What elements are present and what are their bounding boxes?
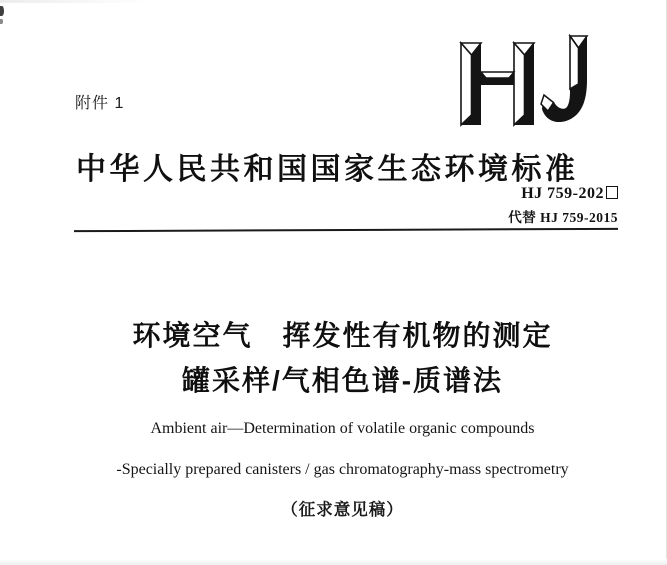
scan-speck: [0, 6, 4, 16]
scan-edge-shadow-bottom: [0, 559, 667, 565]
header-divider-rule: [74, 228, 618, 233]
scan-speck: [0, 19, 3, 24]
title-en-line2: -Specially prepared canisters / gas chromatography-mass spectrometry: [116, 461, 569, 478]
title-zh-line2: 罐采样/气相色谱-质谱法: [181, 365, 504, 396]
replaces-note: 代替 HJ 759-2015: [508, 210, 618, 225]
standard-number-block: [508, 185, 618, 226]
title-en-line1: Ambient air—Determination of volatile organic compounds: [150, 420, 535, 437]
national-standard-heading: 中华人民共和国国家生态环境标准: [76, 153, 579, 186]
attachment-label: 附件 1: [75, 95, 125, 112]
scan-edge-shadow-top: [0, 0, 150, 3]
hj-logo-icon: [452, 26, 612, 138]
standard-number-text: HJ 759-202: [521, 185, 604, 202]
year-placeholder-box: [606, 186, 618, 199]
draft-status-note: （征求意见稿）: [281, 501, 404, 519]
title-zh-line1: 环境空气 挥发性有机物的测定: [132, 320, 553, 351]
hj-logo: [452, 26, 612, 138]
standard-number: [508, 185, 618, 203]
